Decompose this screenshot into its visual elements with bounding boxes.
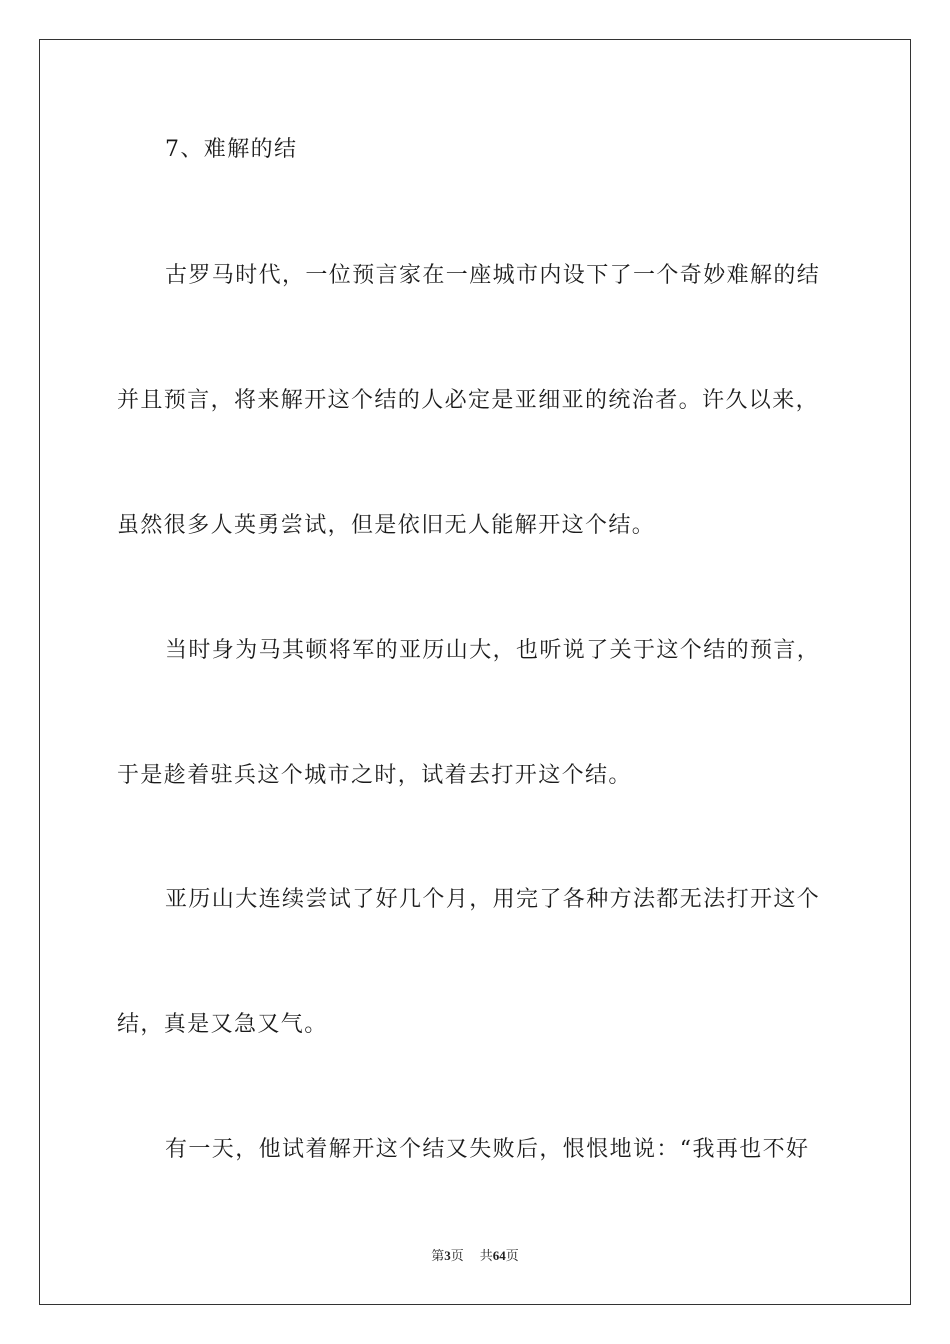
paragraph-line: 古罗马时代，一位预言家在一座城市内设下了一个奇妙难解的结 xyxy=(165,263,821,288)
paragraph-line: 有一天，他试着解开这个结又失败后，恨恨地说：“我再也不好 xyxy=(165,1137,810,1162)
page-border xyxy=(39,39,911,1305)
paragraph-line: 亚历山大连续尝试了好几个月，用完了各种方法都无法打开这个 xyxy=(165,887,821,912)
page-suffix: 页 xyxy=(450,1248,464,1263)
paragraph-line: 于是趁着驻兵这个城市之时，试着去打开这个结。 xyxy=(117,763,632,788)
total-prefix: 共 xyxy=(479,1248,493,1263)
section-heading: 7、难解的结 xyxy=(165,137,298,162)
page-footer xyxy=(0,1247,950,1265)
paragraph-line: 结，真是又急又气。 xyxy=(117,1012,328,1037)
total-suffix: 页 xyxy=(505,1248,519,1263)
total-pages: 64 xyxy=(492,1248,506,1263)
page-number: 3 xyxy=(444,1248,451,1263)
paragraph-line: 当时身为马其顿将军的亚历山大，也听说了关于这个结的预言， xyxy=(165,638,821,663)
page-prefix: 第 xyxy=(431,1248,445,1263)
paragraph-line: 虽然很多人英勇尝试，但是依旧无人能解开这个结。 xyxy=(117,513,656,538)
paragraph-line: 并且预言，将来解开这个结的人必定是亚细亚的统治者。许久以来， xyxy=(117,388,820,413)
